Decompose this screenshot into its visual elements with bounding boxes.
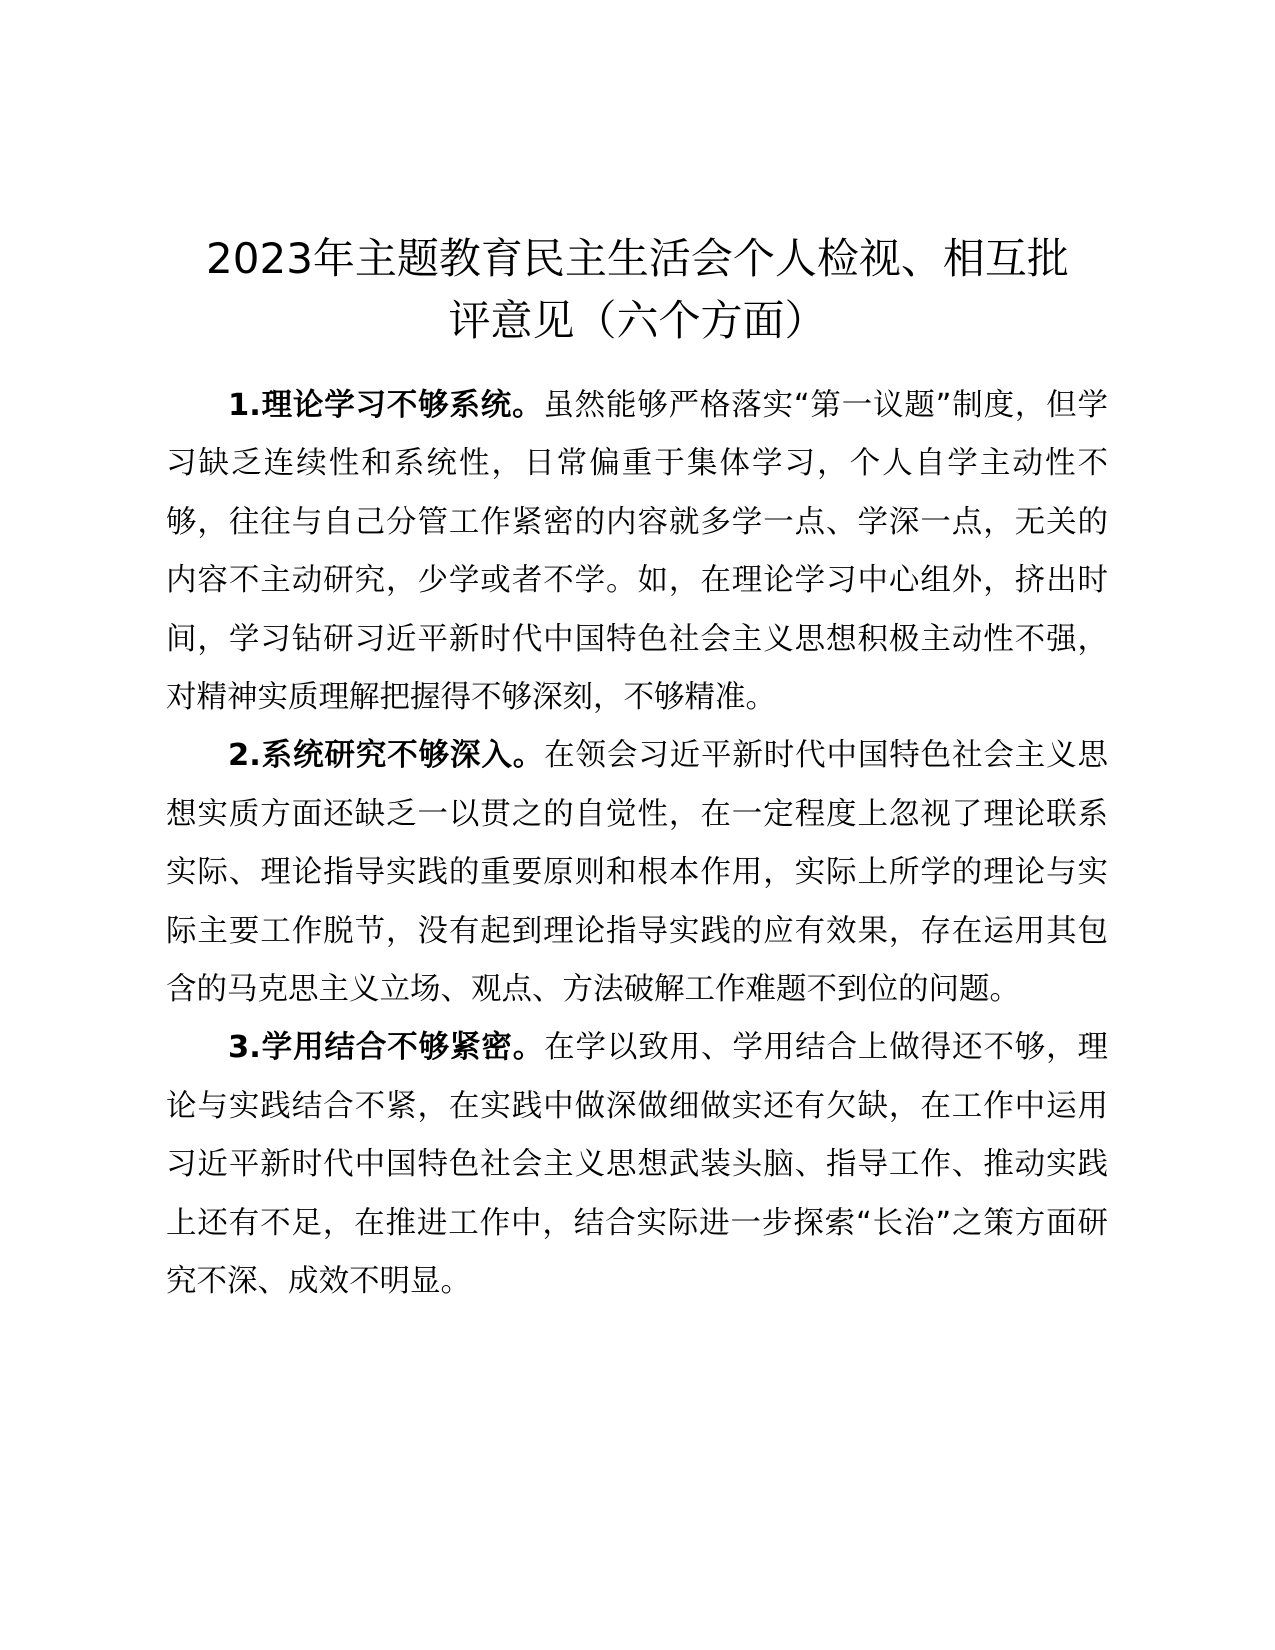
title-line-1: 2023年主题教育民主生活会个人检视、相互批 bbox=[206, 234, 1069, 283]
paragraph-1 bbox=[166, 377, 1108, 727]
paragraph-2 bbox=[166, 727, 1108, 1019]
paragraph-2-heading: 2.系统研究不够深入。 bbox=[228, 738, 545, 774]
paragraph-3-heading: 3.学用结合不够紧密。 bbox=[228, 1030, 545, 1066]
paragraph-1-text: 虽然能够严格落实“第一议题”制度，但学习缺乏连续性和系统性，日常偏重于集体学习，个人自学主动性不够，往往与自己分管工作紧密的内容就多学一点、学深一点，无关的内容不主动研究，少学或者不学。如，在理论学习中心组外，挤出时间，学习钻研习近平新时代中国特色社会主义思想积极主动性不强，对精神实质理解把握得不够深刻，不够精准。 bbox=[166, 388, 1108, 716]
paragraph-1-heading: 1.理论学习不够系统。 bbox=[228, 388, 544, 423]
paragraph-2-text: 在领会习近平新时代中国特色社会主义思想实质方面还缺乏一以贯之的自觉性，在一定程度上忽视了理论联系实际、理论指导实践的重要原则和根本作用，实际上所学的理论与实际主要工作脱节，没有起到理论指导实践的应有效果，存在运用其包含的马克思主义立场、观点、方法破解工作难题不到位的问题。 bbox=[166, 738, 1109, 1008]
paragraph-3-text: 在学以致用、学用结合上做得还不够，理论与实践结合不紧，在实践中做深做细做实还有欠缺，在工作中运用习近平新时代中国特色社会主义思想武装头脑、指导工作、推动实践上还有不足，在推进工作中，结合实际进一步探索“长治”之策方面研究不深、成效不明显。 bbox=[166, 1030, 1109, 1300]
document-body bbox=[166, 377, 1108, 1312]
document-title bbox=[150, 228, 1125, 352]
title-line-2: 评意见（六个方面） bbox=[448, 296, 827, 345]
paragraph-3 bbox=[166, 1019, 1108, 1311]
